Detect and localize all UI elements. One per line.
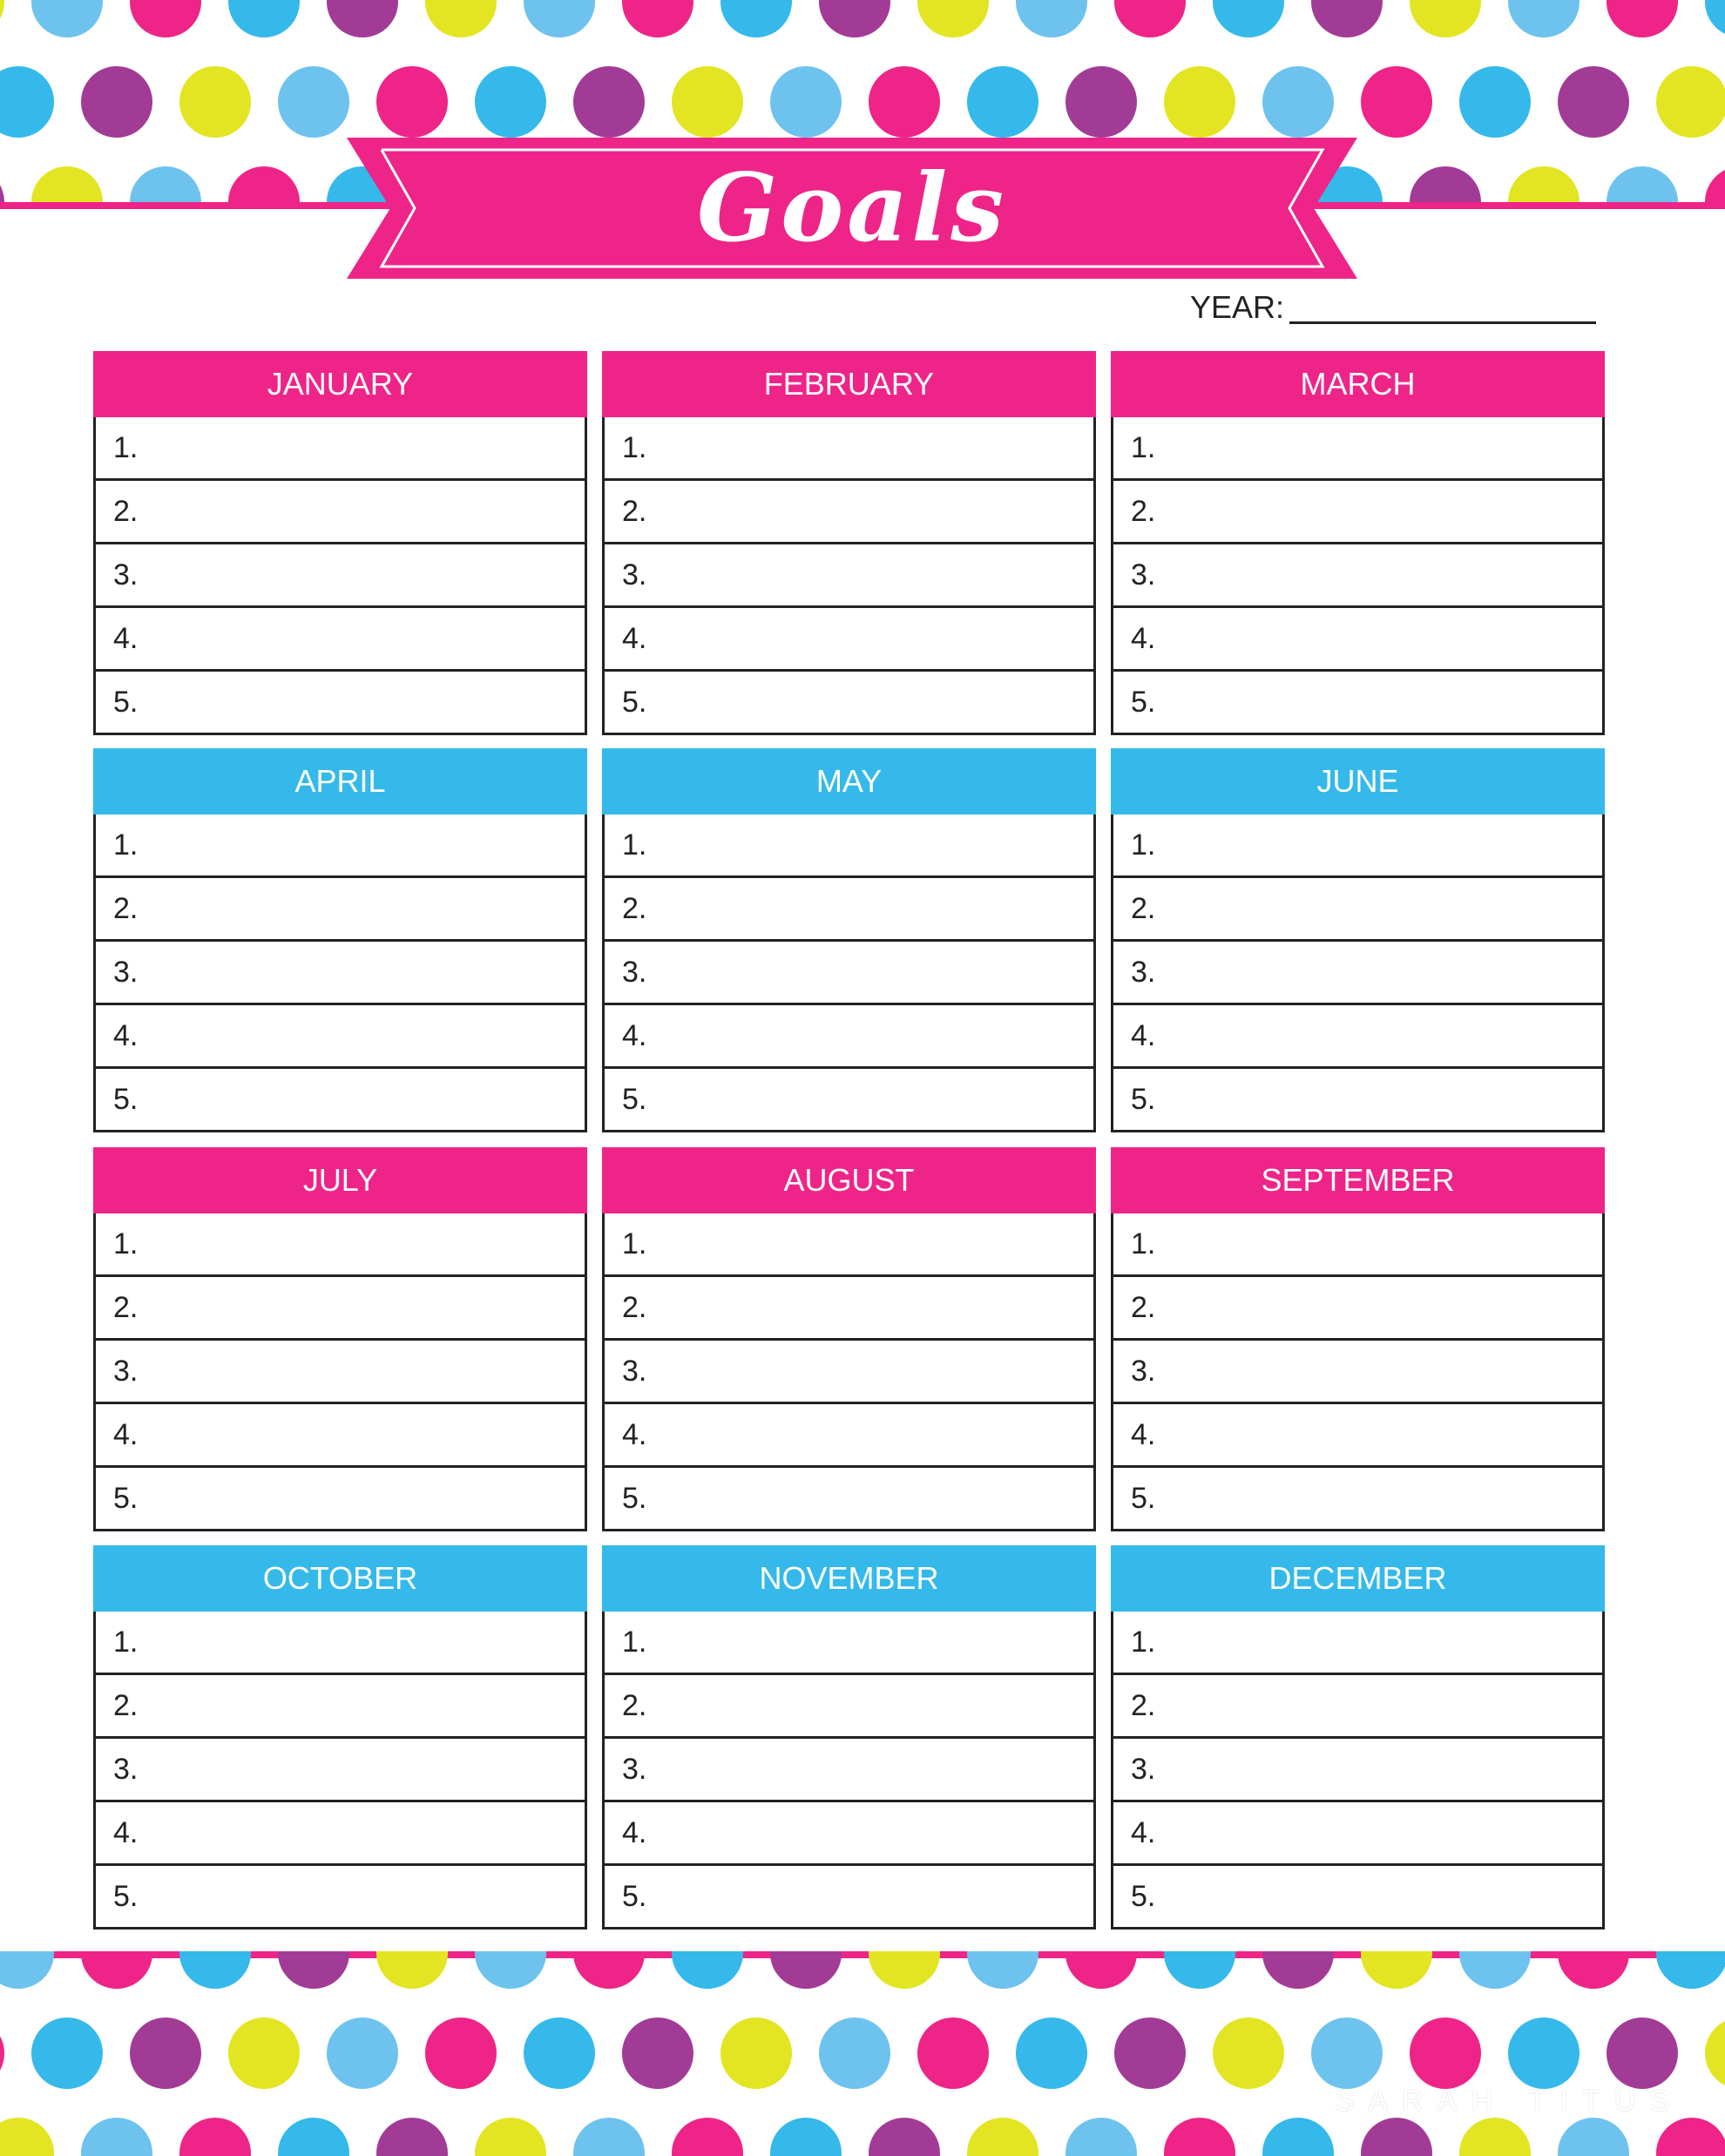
polka-dot [278,1951,349,1989]
polka-dot [1016,0,1087,37]
goal-line[interactable] [1113,1612,1602,1673]
goal-number: 5. [1131,1082,1156,1116]
goal-line[interactable] [605,669,1093,733]
month-header: JUNE [1111,748,1605,814]
polka-dot [573,1951,645,1989]
month-header: MARCH [1111,351,1605,417]
month-card-june [1111,748,1605,1132]
polka-dot [179,2118,251,2156]
goal-line[interactable] [96,814,585,875]
goal-line[interactable] [605,1213,1093,1274]
polka-dot [81,66,152,138]
polka-dot [1607,166,1678,202]
month-header: MAY [602,748,1096,814]
polka-dot [573,66,645,138]
polka-dot [0,66,54,138]
goal-number: 2. [622,891,647,925]
polka-dot [1213,0,1284,37]
polka-dot [130,0,201,37]
goal-number: 3. [1131,558,1156,591]
polka-dot [0,166,4,202]
polka-dot [1607,2017,1678,2089]
goal-number: 5. [622,1082,647,1116]
polka-dot [425,2017,497,2089]
month-card-july [93,1147,587,1531]
polka-dot [1558,66,1629,138]
goal-number: 4. [622,1815,647,1849]
goal-line[interactable] [605,1274,1093,1338]
goal-line[interactable] [605,1003,1093,1066]
goal-list [1111,1213,1605,1531]
goal-number: 3. [622,1354,647,1388]
goal-line[interactable] [605,1338,1093,1402]
goal-list [602,1612,1096,1930]
goal-line[interactable] [605,1612,1093,1673]
goal-number: 2. [113,891,139,925]
polka-dot [672,2118,743,2156]
polka-dot [1558,2118,1629,2156]
goal-line[interactable] [96,1402,585,1465]
goal-number: 5. [1131,685,1156,719]
polka-dot [1459,1951,1531,1989]
polka-dot [524,2017,595,2089]
polka-dot-pattern-bottom [0,1951,1725,2156]
title-banner [347,138,1357,279]
polka-dot [1656,66,1725,138]
polka-dot [81,2118,152,2156]
goal-number: 3. [622,955,647,989]
polka-dot [1656,1951,1725,1989]
goal-number: 4. [622,1417,647,1451]
goal-number: 4. [1131,1018,1156,1052]
polka-dot [869,1951,940,1989]
polka-dot [179,1951,251,1989]
polka-dot [917,2017,989,2089]
goal-line[interactable] [605,939,1093,1003]
goal-line[interactable] [96,478,585,542]
polka-dot [967,1951,1038,1989]
goal-number: 3. [622,1752,647,1786]
goal-line[interactable] [96,1338,585,1402]
polka-dot [1016,2017,1087,2089]
polka-dot [967,66,1038,138]
polka-dot [917,0,989,37]
goal-line[interactable] [1113,1066,1602,1130]
month-header: AUGUST [602,1147,1096,1213]
watermark: SARAH TITUS [1334,2085,1683,2118]
goal-line[interactable] [605,542,1093,605]
goal-number: 5. [113,1481,139,1515]
goal-line[interactable] [605,1673,1093,1736]
goal-line[interactable] [96,875,585,939]
goal-number: 1. [622,1227,647,1260]
goal-number: 4. [1131,1815,1156,1849]
goal-line[interactable] [96,1736,585,1800]
polka-dot [1508,0,1580,37]
goal-list [1111,814,1605,1132]
goal-number: 3. [113,1752,139,1786]
month-header: JANUARY [93,351,587,417]
goal-line[interactable] [96,939,585,1003]
goal-number: 5. [622,685,647,719]
goal-number: 1. [113,1227,139,1260]
polka-dot [327,0,398,37]
month-card-march [1111,351,1605,735]
goal-line[interactable] [1113,478,1602,542]
month-header: APRIL [93,748,587,814]
month-header: JULY [93,1147,587,1213]
polka-dot [1311,2017,1383,2089]
month-card-september [1111,1147,1605,1531]
polka-dot [228,166,300,202]
goal-line[interactable] [96,669,585,733]
goal-line[interactable] [96,417,585,478]
polka-dot [869,2118,940,2156]
goal-line[interactable] [96,1003,585,1066]
goal-number: 3. [113,955,139,989]
goal-number: 5. [622,1879,647,1913]
goal-number: 1. [1131,430,1156,464]
goal-list [1111,1612,1605,1930]
polka-dot [1114,2017,1186,2089]
polka-dot [1459,66,1531,138]
polka-dot [1705,0,1725,37]
goal-number: 2. [113,1290,139,1324]
goal-number: 1. [622,1625,647,1659]
polka-dot [1164,2118,1235,2156]
goal-line[interactable] [605,605,1093,669]
polka-dot [770,2118,842,2156]
goal-line[interactable] [605,1800,1093,1863]
month-card-november [602,1545,1096,1930]
year-field[interactable] [1190,286,1596,326]
goal-list [93,814,587,1132]
month-header: FEBRUARY [602,351,1096,417]
goal-number: 2. [113,1688,139,1722]
polka-dot [1459,2118,1531,2156]
goal-number: 1. [622,828,647,862]
goal-number: 3. [1131,1752,1156,1786]
goal-line[interactable] [1113,1213,1602,1274]
polka-dot [1311,0,1383,37]
month-card-august [602,1147,1096,1531]
goal-number: 4. [1131,621,1156,655]
goal-line[interactable] [1113,1465,1602,1529]
polka-dot [1656,2118,1725,2156]
polka-dot [1262,2118,1334,2156]
goal-line[interactable] [96,1066,585,1130]
polka-dot [376,2118,448,2156]
goal-line[interactable] [1113,1736,1602,1800]
goal-line[interactable] [605,814,1093,875]
polka-dot [1508,2017,1580,2089]
goal-line[interactable] [96,1465,585,1529]
polka-dot [720,2017,792,2089]
goal-line[interactable] [96,605,585,669]
goal-line[interactable] [1113,1338,1602,1402]
goal-number: 5. [113,685,139,719]
goal-line[interactable] [1113,542,1602,605]
polka-dot [31,166,103,202]
polka-dot [1410,166,1481,202]
polka-dot [228,2017,300,2089]
polka-dot [1262,1951,1334,1989]
polka-dot [770,66,842,138]
goal-number: 1. [113,430,139,464]
goal-line[interactable] [96,542,585,605]
polka-dot [475,1951,546,1989]
polka-dot [1164,66,1235,138]
polka-dot [622,0,693,37]
goal-line[interactable] [96,1863,585,1927]
polka-dot-border-bottom [0,1951,1725,2156]
month-header: DECEMBER [1111,1545,1605,1612]
polka-dot [1410,0,1481,37]
polka-dot [31,2017,103,2089]
goal-number: 4. [113,1815,139,1849]
goal-number: 2. [622,1290,647,1324]
goal-number: 5. [1131,1481,1156,1515]
goal-number: 2. [1131,1290,1156,1324]
goal-number: 1. [1131,1625,1156,1659]
goal-number: 1. [1131,1227,1156,1260]
goal-number: 1. [1131,828,1156,862]
polka-dot [327,2017,398,2089]
goal-line[interactable] [96,1274,585,1338]
polka-dot [1361,2118,1432,2156]
goal-number: 4. [113,1018,139,1052]
month-header: NOVEMBER [602,1545,1096,1612]
goal-number: 2. [1131,891,1156,925]
polka-dot [0,2118,54,2156]
polka-dot [1361,1951,1432,1989]
polka-dot [130,2017,201,2089]
goal-number: 2. [1131,494,1156,528]
goal-line[interactable] [605,1863,1093,1927]
polka-dot [672,1951,743,1989]
goal-number: 3. [113,1354,139,1388]
polka-dot [1558,1951,1629,1989]
polka-dot [81,1951,152,1989]
goal-line[interactable] [605,1066,1093,1130]
polka-dot [0,2017,4,2089]
month-header: SEPTEMBER [1111,1147,1605,1213]
goal-number: 2. [622,1688,647,1722]
polka-dot [228,0,300,37]
month-header: OCTOBER [93,1545,587,1612]
polka-dot [278,66,349,138]
goal-line[interactable] [605,1736,1093,1800]
goal-number: 2. [1131,1688,1156,1722]
polka-dot [622,2017,693,2089]
month-card-april [93,748,587,1132]
year-label: YEAR: [1190,289,1285,325]
goal-line[interactable] [605,1465,1093,1529]
goal-line[interactable] [1113,1673,1602,1736]
polka-dot [376,66,448,138]
goal-line[interactable] [1113,1274,1602,1338]
goal-list [93,1213,587,1531]
goal-number: 3. [1131,1354,1156,1388]
goal-line[interactable] [1113,939,1602,1003]
goal-line[interactable] [605,478,1093,542]
polka-dot [967,2118,1038,2156]
goal-list [93,1612,587,1930]
month-card-february [602,351,1096,735]
goal-number: 3. [622,558,647,591]
goal-line[interactable] [605,875,1093,939]
month-card-january [93,351,587,735]
polka-dot [1607,0,1678,37]
goal-line[interactable] [1113,1863,1602,1927]
goal-number: 5. [113,1879,139,1913]
polka-dot [1065,66,1137,138]
polka-dot [1065,1951,1137,1989]
polka-dot [475,66,546,138]
goal-line[interactable] [96,1800,585,1863]
goal-line[interactable] [1113,417,1602,478]
polka-dot [31,0,103,37]
goal-number: 2. [622,494,647,528]
polka-dot [672,66,743,138]
polka-dot [278,2118,349,2156]
goal-number: 4. [622,1018,647,1052]
goal-number: 4. [1131,1417,1156,1451]
goal-number: 1. [622,430,647,464]
polka-dot [1410,2017,1481,2089]
goal-line[interactable] [605,417,1093,478]
goal-number: 4. [113,1417,139,1451]
goal-number: 1. [113,828,139,862]
goal-number: 2. [113,494,139,528]
polka-dot [179,66,251,138]
polka-dot [376,1951,448,1989]
goal-line[interactable] [1113,1402,1602,1465]
goal-list [602,1213,1096,1531]
year-input-line[interactable] [1289,321,1596,324]
page-title: Goals [696,153,1008,263]
polka-dot [1114,0,1186,37]
goal-number: 4. [622,621,647,655]
polka-dot [573,2118,645,2156]
polka-dot [524,0,595,37]
goal-line[interactable] [1113,875,1602,939]
goal-line[interactable] [96,1612,585,1673]
goal-line[interactable] [1113,1800,1602,1863]
polka-dot [819,2017,890,2089]
polka-dot [1361,66,1432,138]
month-card-december [1111,1545,1605,1930]
polka-dot [1213,2017,1284,2089]
goal-list [93,417,587,735]
goal-list [602,814,1096,1132]
goal-line[interactable] [1113,669,1602,733]
goal-line[interactable] [96,1673,585,1736]
polka-dot [0,1951,54,1989]
goal-line[interactable] [1113,814,1602,875]
polka-dot [425,0,497,37]
polka-dot [1164,1951,1235,1989]
month-card-may [602,748,1096,1132]
polka-dot [1262,66,1334,138]
polka-dot [819,0,890,37]
polka-dot [1065,2118,1137,2156]
polka-dot [1705,2017,1725,2089]
polka-dot [0,0,4,37]
goal-number: 5. [1131,1879,1156,1913]
goal-line[interactable] [1113,1003,1602,1066]
polka-dot [720,0,792,37]
goal-list [1111,417,1605,735]
polka-dot [770,1951,842,1989]
goal-number: 1. [113,1625,139,1659]
goal-number: 3. [1131,955,1156,989]
goal-line[interactable] [605,1402,1093,1465]
goal-line[interactable] [1113,605,1602,669]
goal-number: 5. [113,1082,139,1116]
goal-line[interactable] [96,1213,585,1274]
polka-dot [869,66,940,138]
month-card-october [93,1545,587,1930]
polka-dot [475,2118,546,2156]
polka-dot [130,166,201,202]
goal-list [602,417,1096,735]
polka-dot [1508,166,1580,202]
goal-number: 5. [622,1481,647,1515]
polka-dot [1705,166,1725,202]
goal-number: 3. [113,558,139,591]
goal-number: 4. [113,621,139,655]
